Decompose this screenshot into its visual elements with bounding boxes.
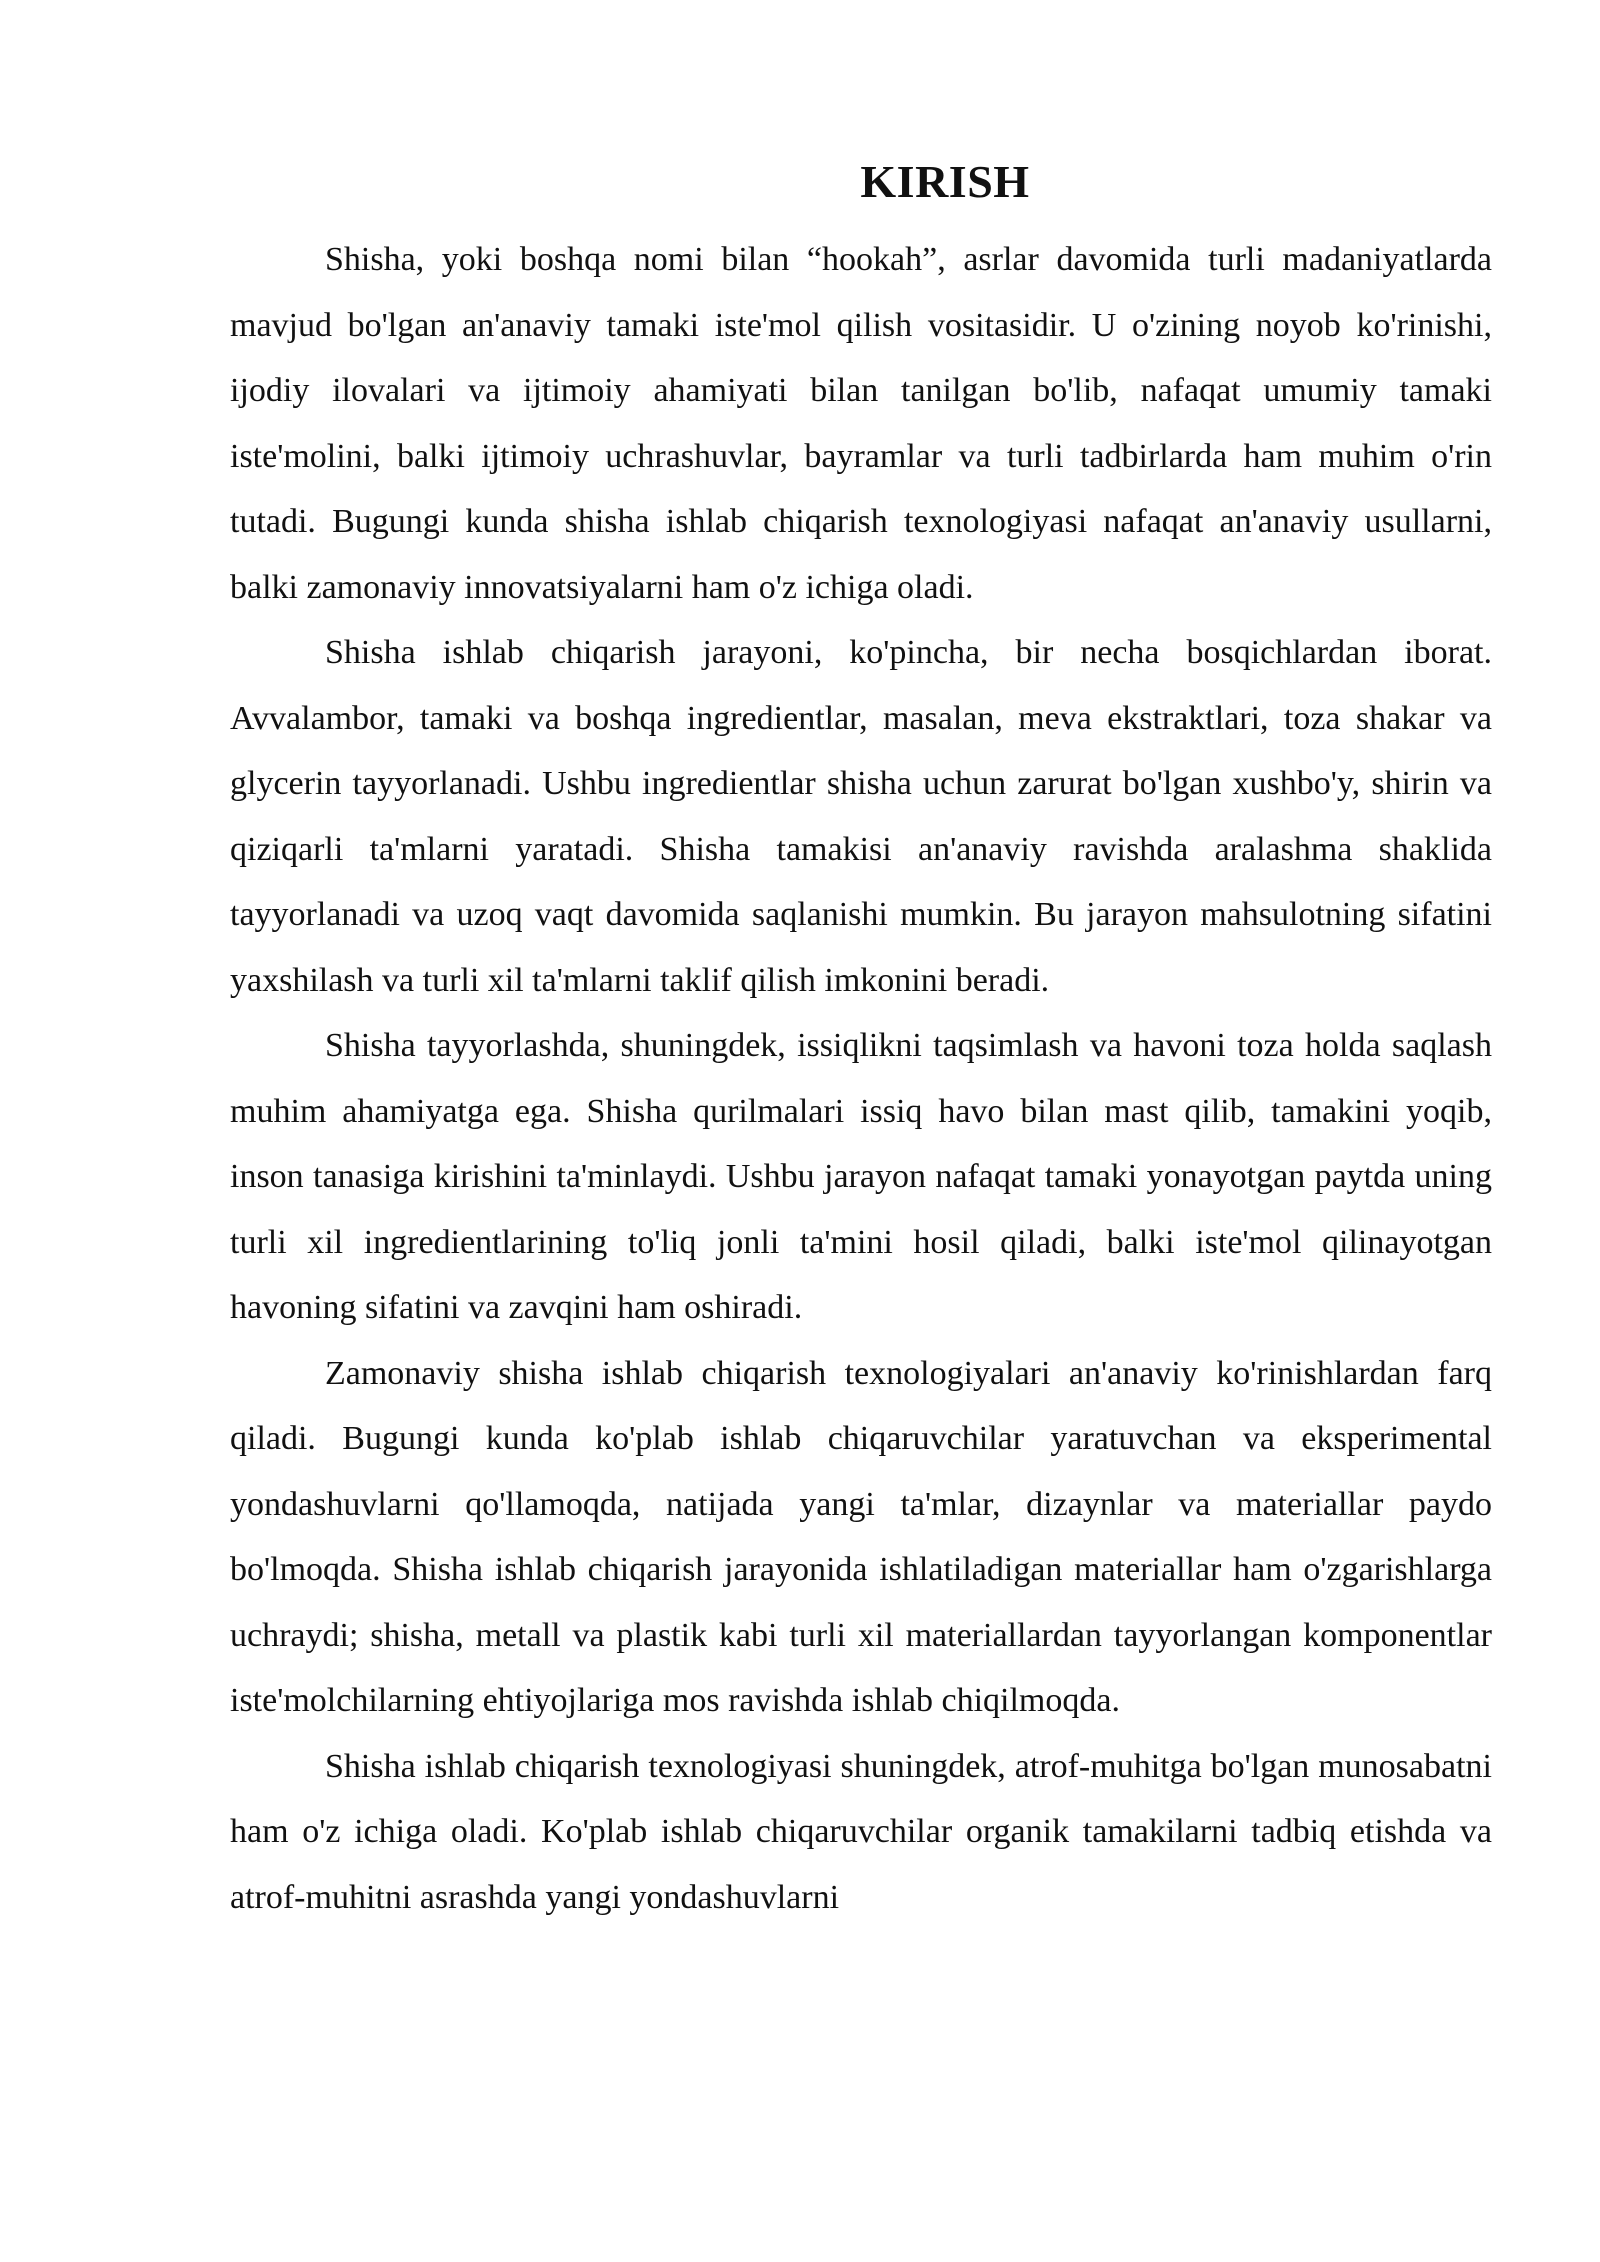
body-text (230, 227, 1492, 1930)
paragraph-2: Shisha ishlab chiqarish jarayoni, ko'pincha, bir necha bosqichlardan iborat. Avvalambor, tamaki va boshqa ingredientlar, masalan, meva ekstraktlari, toza shakar va glycerin tayyorlanadi. Ushbu ingredientlar shisha uchun zarurat bo'lgan xushbo'y, shirin va qiziqarli ta'mlarni yaratadi. Shisha tamakisi an'anaviy ravishda aralashma shaklida tayyorlanadi va uzoq vaqt davomida saqlanishi mumkin. Bu jarayon mahsulotning sifatini yaxshilash va turli xil ta'mlarni taklif qilish imkonini beradi. (230, 634, 1492, 999)
paragraph-3: Shisha tayyorlashda, shuningdek, issiqlikni taqsimlash va havoni toza holda saqlash muhim ahamiyatga ega. Shisha qurilmalari issiq havo bilan mast qilib, tamakini yoqib, inson tanasiga kirishini ta'minlaydi. Ushbu jarayon nafaqat tamaki yonayotgan paytda uning turli xil ingredientlarining to'liq jonli ta'mini hosil qiladi, balki iste'mol qilinayotgan havoning sifatini va zavqini ham oshiradi. (230, 1027, 1492, 1326)
paragraph-4: Zamonaviy shisha ishlab chiqarish texnologiyalari an'anaviy ko'rinishlardan farq qiladi. Bugungi kunda ko'plab ishlab chiqaruvchilar yaratuvchan va eksperimental yondashuvlarni qo'llamoqda, natijada yangi ta'mlar, dizaynlar va materiallar paydo bo'lmoqda. Shisha ishlab chiqarish jarayonida ishlatiladigan materiallar ham o'zgarishlarga uchraydi; shisha, metall va plastik kabi turli xil materiallardan tayyorlangan komponentlar iste'molchilarning ehtiyojlariga mos ravishda ishlab chiqilmoqda. (230, 1354, 1492, 1719)
paragraph-1: Shisha, yoki boshqa nomi bilan “hookah”, asrlar davomida turli madaniyatlarda mavjud bo'lgan an'anaviy tamaki iste'mol qilish vositasidir. U o'zining noyob ko'rinishi, ijodiy ilovalari va ijtimoiy ahamiyati bilan tanilgan bo'lib, nafaqat umumiy tamaki iste'molini, balki ijtimoiy uchrashuvlar, bayramlar va turli tadbirlarda ham muhim o'rin tutadi. Bugungi kunda shisha ishlab chiqarish texnologiyasi nafaqat an'anaviy usullarni, balki zamonaviy innovatsiyalarni ham o'z ichiga oladi. (230, 241, 1492, 606)
page-title: KIRISH (860, 156, 1030, 207)
paragraph-5: Shisha ishlab chiqarish texnologiyasi shuningdek, atrof-muhitga bo'lgan munosabatni ham o'z ichiga oladi. Ko'plab ishlab chiqaruvchilar organik tamakilarni tadbiq etishda va atrof-muhitni asrashda yangi yondashuvlarni (230, 1747, 1492, 1916)
